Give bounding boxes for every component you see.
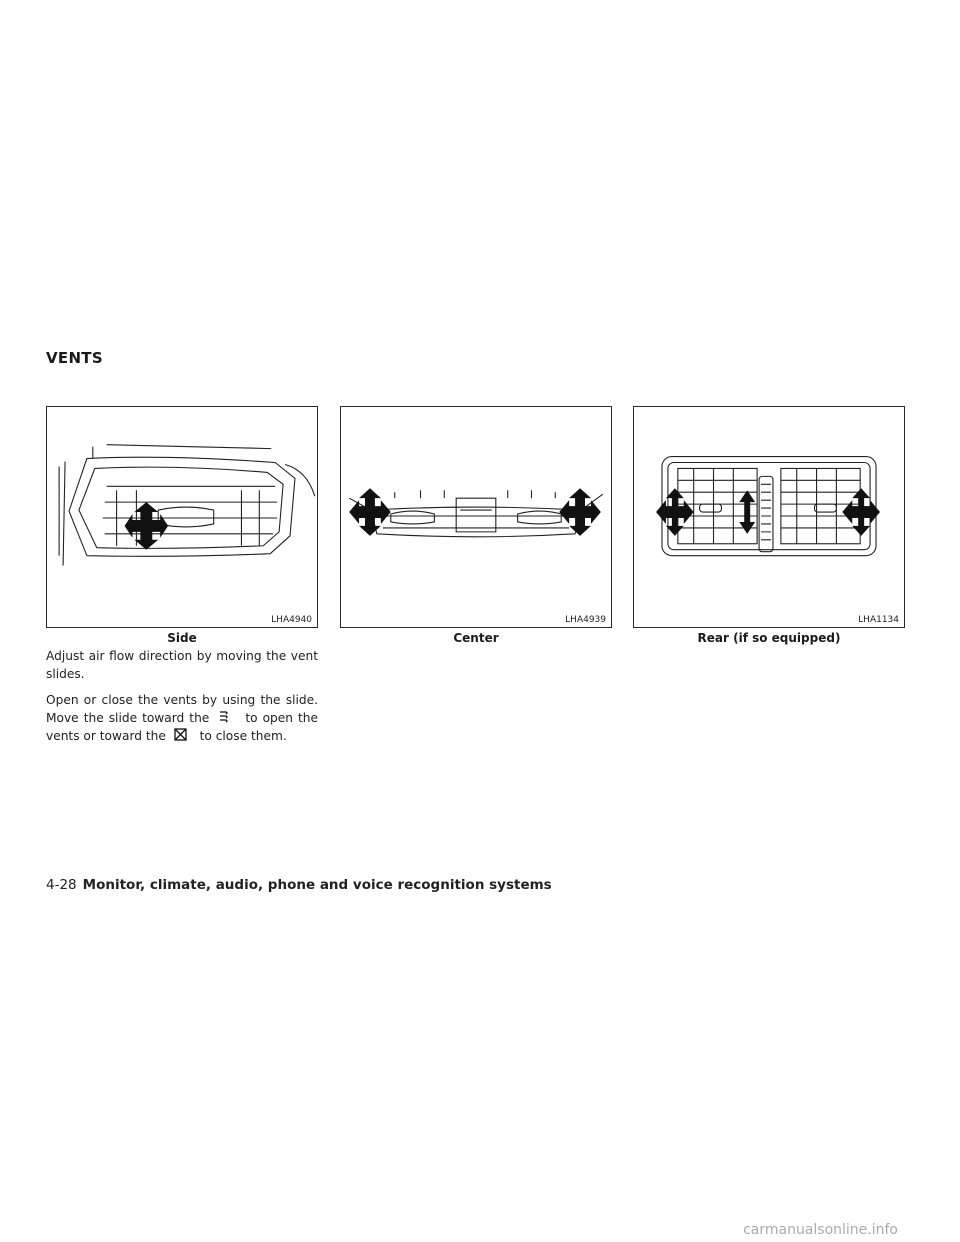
vent-open-icon [214, 710, 240, 724]
figure-code: LHA1134 [858, 615, 899, 625]
paragraph-open-close-part-3: to close them. [199, 729, 287, 743]
paragraph-open-close-part-2: to open the vents or toward the [46, 711, 319, 743]
figure-center-vent [340, 406, 612, 628]
watermark: carmanualsonline.info [743, 1222, 898, 1238]
paragraph-open-close [46, 691, 318, 745]
figure-code: LHA4939 [565, 615, 606, 625]
up-down-arrow-icon [739, 490, 755, 534]
body-text [46, 647, 318, 753]
figure-caption-center: Center [453, 631, 499, 645]
rear-vent-illustration [634, 407, 904, 627]
side-vent-illustration [47, 407, 317, 627]
figure-rear-vent [633, 406, 905, 628]
chapter-title: Monitor, climate, audio, phone and voice recognition systems [82, 877, 552, 893]
figure-side-vent [46, 406, 318, 628]
page-footer [46, 877, 552, 893]
paragraph-adjust-airflow: Adjust air flow direction by moving the vent slides. [46, 649, 318, 681]
figure-code: LHA4940 [271, 615, 312, 625]
four-way-arrow-icon [559, 488, 601, 536]
vent-close-icon [170, 728, 196, 742]
section-title: VENTS [46, 349, 103, 367]
page-number: 4-28 [46, 877, 77, 893]
center-vent-illustration [341, 407, 611, 627]
four-way-arrow-icon [842, 488, 880, 536]
figure-caption-side: Side [167, 631, 197, 645]
paragraph-open-close-part-1: Open or close the vents by using the slide. Move the slide toward the [46, 693, 318, 725]
figure-caption-rear: Rear (if so equipped) [697, 631, 841, 645]
four-way-arrow-icon [349, 488, 391, 536]
